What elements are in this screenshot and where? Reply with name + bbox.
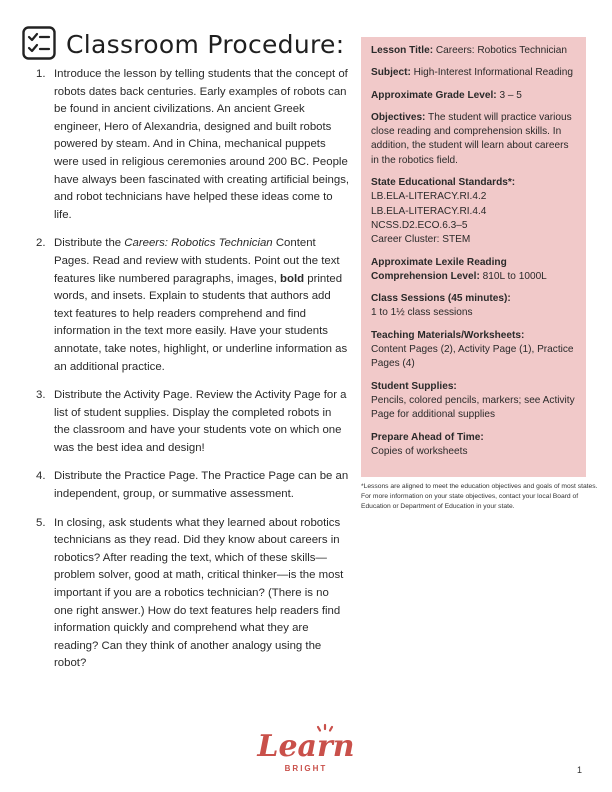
procedure-step-1 [28, 66, 350, 224]
step-number: 2. [36, 237, 46, 250]
objectives-field: Objectives: The student will practice various close reading and comprehension skills. In addition, the student will learn about careers in the robotics field. [371, 111, 572, 166]
standard-item: LB.ELA-LITERACY.RI.4.2 [371, 191, 487, 203]
logo-wordmark: Learn [257, 729, 355, 764]
standard-item: NCSS.D2.ECO.6.3–5 [371, 219, 468, 231]
grade-level-field: Approximate Grade Level: 3 – 5 [371, 89, 522, 101]
procedure-list [28, 66, 350, 684]
prepare-field: Prepare Ahead of Time: Copies of worksheets [371, 431, 484, 457]
procedure-step-2 [28, 235, 350, 376]
step-text: Distribute the Activity Page. Review the Activity Page for a list of student supplies. Display the completed robots in the classroom and have your students vote on which one was the best idea and design! [54, 389, 347, 454]
step-text: Distribute the Practice Page. The Practice Page can be an independent, group, or summative assessment. [54, 470, 349, 501]
step-number: 4. [36, 470, 46, 483]
procedure-step-3 [28, 387, 350, 457]
bold-word: bold [280, 272, 305, 285]
page-number: 1 [577, 765, 583, 775]
materials-field: Teaching Materials/Worksheets: Content Pages (2), Activity Page (1), Practice Pages (4) [371, 329, 574, 370]
standards-field: State Educational Standards*: LB.ELA-LITERACY.RI.4.2 LB.ELA-LITERACY.RI.4.4 NCSS.D2.ECO.6.3–5 Career Cluster: STEM [371, 176, 576, 247]
logo-subtext: BRIGHT [284, 764, 328, 773]
checklist-icon [22, 26, 56, 60]
step-text: In closing, ask students what they learned about robotics technicians as they read. Did they know about careers in robotics? After reading the text, which of these skills—problem solver, good at math, critical thinker—is the most important if you are a robotics technician? (There is no one right answer.) How do text features help readers find information quickly and comprehend what they are reading? Can they think of another analogy using the robot? [54, 516, 344, 670]
step-text: Distribute the Careers: Robotics Technician Content Pages. Read and review with students. Point out the text features like numbered paragraphs, images, bold printed words, and insets. Explain to students that authors add text features to help readers comprehend and find information in the text more easily. Have your students annotate, take notes, highlight, or underline information as an additional practice. [54, 237, 348, 373]
lexile-field: Approximate Lexile Reading Comprehension Level: 810L to 1000L [371, 256, 547, 282]
content-pages-title: Careers: Robotics Technician [124, 237, 273, 250]
procedure-step-5 [28, 515, 350, 673]
learn-bright-logo [254, 722, 358, 774]
lesson-info-box [361, 37, 586, 477]
standards-footnote: *Lessons are aligned to meet the education objectives and goals of most states. For more information on your state objectives, contact your local Board of Education or Department of Education in your state. [361, 483, 598, 510]
page-title: Classroom Procedure: [66, 30, 345, 59]
procedure-step-4 [28, 468, 350, 503]
standard-item: LB.ELA-LITERACY.RI.4.4 [371, 205, 487, 217]
step-number: 5. [36, 516, 46, 529]
standard-item: Career Cluster: STEM [371, 234, 471, 246]
class-sessions-field: Class Sessions (45 minutes): 1 to 1½ class sessions [371, 293, 511, 319]
supplies-field: Student Supplies: Pencils, colored pencils, markers; see Activity Page for additional supplies [371, 380, 575, 421]
subject-field: Subject: High-Interest Informational Reading [371, 67, 573, 79]
step-number: 1. [36, 68, 46, 80]
step-number: 3. [36, 389, 46, 402]
lesson-title-field: Lesson Title: Careers: Robotics Technician [371, 45, 567, 56]
step-text: Introduce the lesson by telling students that the concept of robots dates back centuries. Early examples of robots can be found in ancient civilizations. An ancient Greek engineer, Hero of Alexandria, designed and built robots powered by steam. And in China, mechanical puppets were used in religious ceremonies around 200 BC. People have always been fascinated with creating artificial beings, and robot technicians have helped these ideas come to life. [54, 68, 350, 221]
